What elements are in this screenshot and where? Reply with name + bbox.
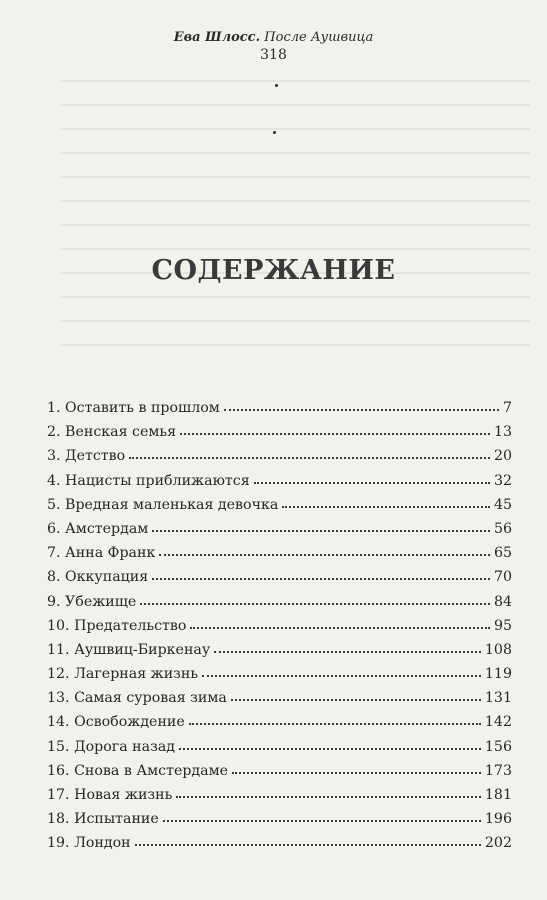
toc-entry-page: 202 [484, 835, 512, 852]
toc-entry [47, 493, 512, 517]
dot-leader [231, 689, 481, 701]
running-head-author: Ева Шлосс. [173, 30, 261, 45]
bleed-through-shadow [60, 80, 530, 400]
toc-entry-title: 4. Нацисты приближаются [47, 472, 250, 489]
toc-entry-title: 13. Самая суровая зима [47, 690, 227, 707]
dot-leader [135, 834, 481, 846]
toc-entry-page: 84 [493, 593, 512, 610]
toc-entry-page: 70 [493, 569, 512, 586]
dot-leader [163, 810, 481, 822]
dot-leader [232, 762, 481, 774]
toc-entry-page: 181 [484, 787, 512, 803]
toc-entry-page: 13 [493, 424, 512, 441]
toc-entry [47, 638, 512, 662]
toc-entry [47, 469, 512, 493]
toc-entry [47, 590, 512, 614]
toc-entry-title: 14. Освобождение [47, 714, 185, 731]
toc-entry [47, 686, 512, 710]
running-head-book-title: После Аушвица [264, 30, 374, 45]
dot-leader [180, 423, 490, 435]
table-of-contents [47, 396, 512, 856]
toc-entry [47, 565, 512, 589]
dot-leader [152, 568, 490, 580]
toc-entry-title: 3. Детство [47, 448, 126, 465]
toc-entry-title: 19. Лондон [47, 835, 131, 852]
toc-entry-page: 56 [493, 520, 512, 537]
toc-entry [47, 662, 512, 686]
ink-speck [275, 84, 278, 87]
dot-leader [189, 713, 481, 725]
toc-entry [47, 517, 512, 541]
toc-entry-title: 9. Убежище [47, 593, 137, 610]
dot-leader [152, 520, 490, 532]
toc-entry [47, 541, 512, 565]
toc-entry-title: 16. Снова в Амстердаме [47, 762, 229, 779]
toc-entry [47, 396, 512, 420]
toc-entry-page: 108 [484, 641, 512, 658]
toc-entry-title: 11. Аушвиц-Биркенау [47, 641, 211, 658]
dot-leader [282, 496, 490, 508]
toc-entry-page: 131 [484, 690, 512, 707]
toc-entry-page: 32 [493, 472, 512, 489]
ink-speck [273, 131, 276, 134]
toc-entry-title: 6. Амстердам [47, 520, 149, 537]
dot-leader [214, 641, 481, 653]
page-number: 318 [260, 47, 287, 63]
toc-entry [47, 444, 512, 468]
toc-entry [47, 710, 512, 734]
toc-entry-title: 10. Предательство [47, 617, 187, 634]
toc-entry-page: 65 [493, 545, 512, 562]
dot-leader [254, 472, 490, 484]
toc-entry-title: 17. Новая жизнь [47, 787, 173, 803]
toc-entry [47, 759, 512, 783]
toc-entry-page: 173 [484, 762, 512, 779]
toc-entry [47, 831, 512, 855]
dot-leader [190, 617, 490, 629]
toc-entry [47, 614, 512, 638]
dot-leader [202, 665, 481, 677]
toc-entry-title: 12. Лагерная жизнь [47, 666, 199, 683]
toc-entry [47, 783, 512, 807]
dot-leader [179, 738, 481, 750]
toc-entry-page: 45 [493, 496, 512, 513]
running-head [0, 30, 547, 46]
toc-entry-page: 142 [484, 714, 512, 731]
toc-entry-page: 119 [484, 666, 512, 683]
toc-entry [47, 807, 512, 831]
toc-entry-title: 1. Оставить в прошлом [47, 400, 220, 416]
dot-leader [159, 544, 490, 556]
dot-leader [224, 399, 499, 411]
toc-entry-title: 15. Дорога назад [47, 738, 176, 755]
dot-leader [129, 447, 490, 459]
toc-entry-page: 156 [484, 738, 512, 755]
toc-entry-title: 18. Испытание [47, 811, 159, 828]
toc-entry [47, 735, 512, 759]
dot-leader [140, 593, 490, 605]
toc-entry-page: 7 [502, 400, 512, 416]
toc-entry-page: 95 [493, 617, 512, 634]
dot-leader [176, 786, 481, 798]
toc-entry-title: 2. Венская семья [47, 424, 177, 441]
contents-title: СОДЕРЖАНИЕ [151, 255, 396, 286]
toc-entry-page: 196 [484, 811, 512, 828]
toc-entry-page: 20 [493, 448, 512, 465]
toc-entry [47, 420, 512, 444]
toc-entry-title: 8. Оккупация [47, 569, 149, 586]
toc-entry-title: 7. Анна Франк [47, 545, 156, 562]
toc-entry-title: 5. Вредная маленькая девочка [47, 496, 279, 513]
